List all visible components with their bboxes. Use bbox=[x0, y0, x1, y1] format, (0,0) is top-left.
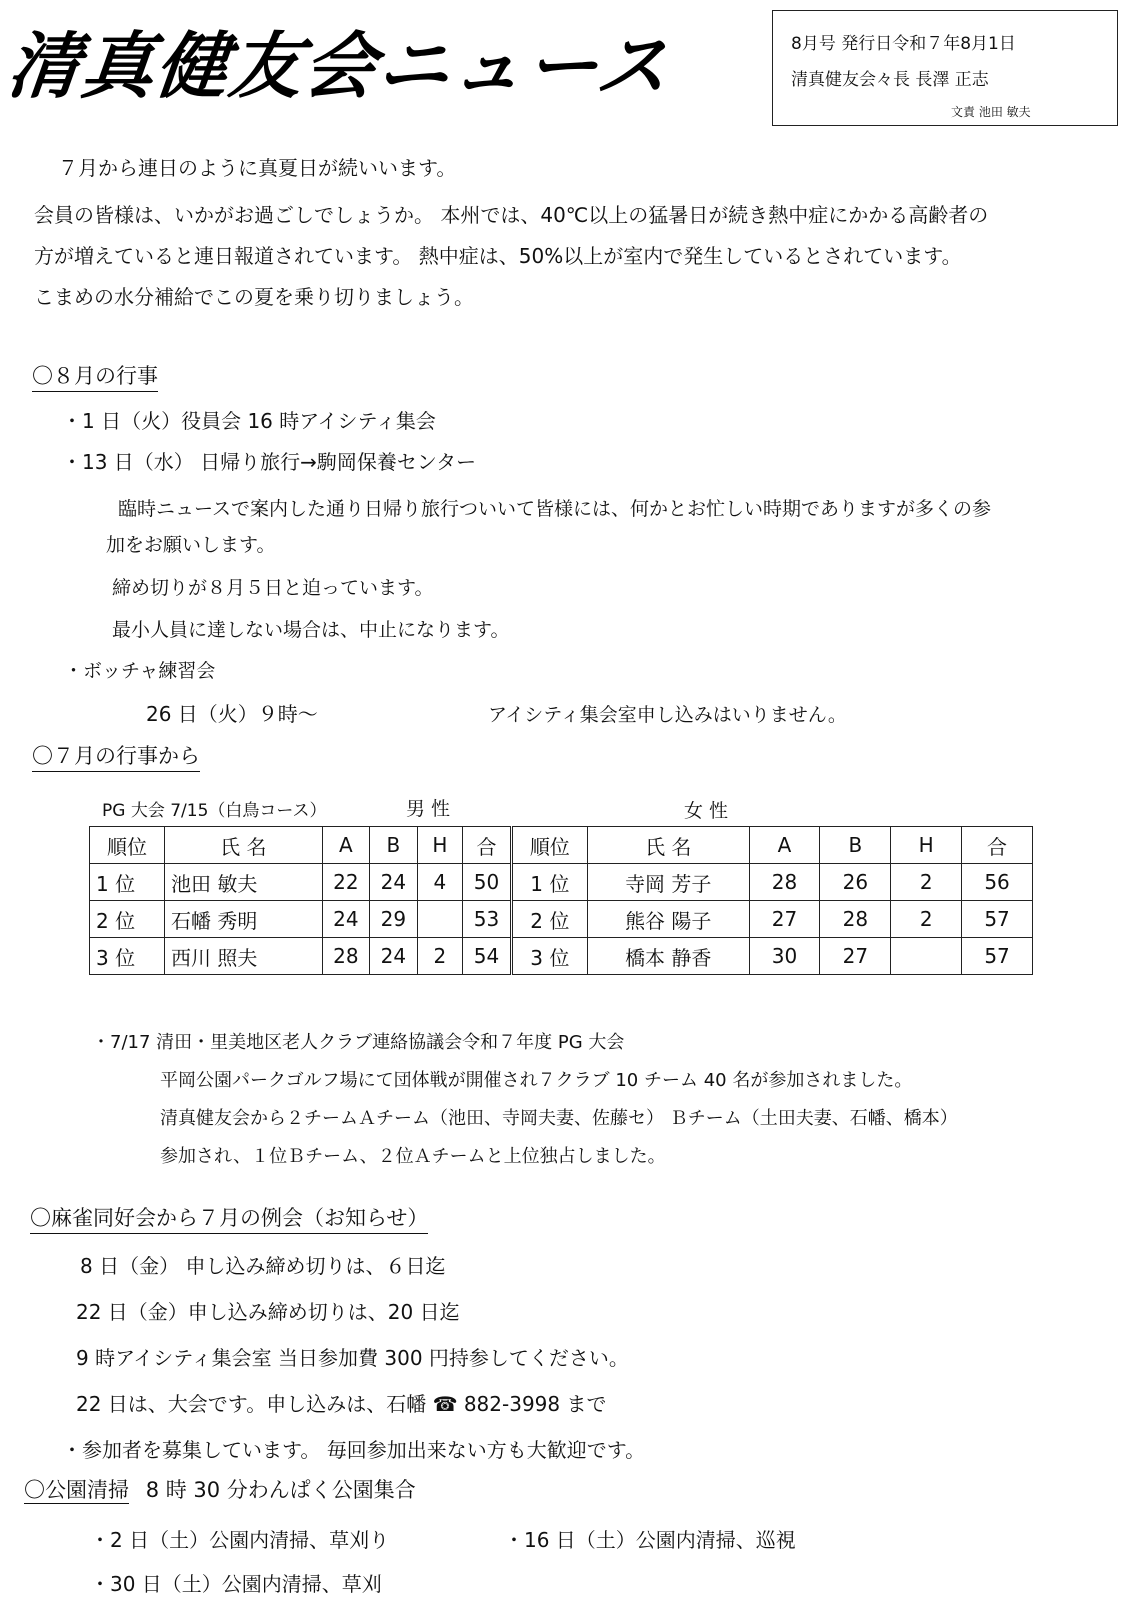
table-row bbox=[90, 938, 1033, 975]
women-total: 57 bbox=[962, 938, 1033, 975]
men-name: 西川 照夫 bbox=[165, 938, 323, 975]
chair-line: 清真健友会々長 長澤 正志 bbox=[791, 70, 989, 90]
col-a: A bbox=[749, 827, 820, 864]
aug-item-3-date: 26 日（火）９時～ bbox=[146, 702, 318, 726]
women-b: 28 bbox=[820, 901, 891, 938]
women-rank: 2 位 bbox=[511, 901, 587, 938]
table-row bbox=[90, 901, 1033, 938]
men-a: 28 bbox=[322, 938, 370, 975]
women-b: 27 bbox=[820, 938, 891, 975]
mahjong-line-4: 22 日は、大会です。申し込みは、石幡 ☎ 882-3998 まで bbox=[76, 1392, 607, 1416]
intro-line-4: こまめの水分補給でこの夏を乗り切りましょう。 bbox=[34, 285, 474, 309]
col-a: A bbox=[322, 827, 370, 864]
table-header-row bbox=[90, 827, 1033, 864]
men-name: 池田 敏夫 bbox=[165, 864, 323, 901]
mahjong-line-2: 22 日（金）申し込み締め切りは、20 日迄 bbox=[76, 1300, 460, 1324]
women-name: 熊谷 陽子 bbox=[587, 901, 749, 938]
women-label: 女 性 bbox=[684, 800, 729, 822]
aug-item-1: ・1 日（火）役員会 16 時アイシティ集会 bbox=[62, 409, 436, 433]
aug-item-3: ・ボッチャ練習会 bbox=[64, 660, 216, 682]
pg2-line-1: ・7/17 清田・里美地区老人クラブ連絡協議会令和７年度 PG 大会 bbox=[92, 1032, 625, 1053]
aug-item-3-note: アイシティ集会室申し込みはいりません。 bbox=[488, 704, 847, 726]
pg-results-table bbox=[89, 826, 1033, 975]
men-rank: 3 位 bbox=[90, 938, 165, 975]
col-name: 氏 名 bbox=[165, 827, 323, 864]
women-total: 56 bbox=[962, 864, 1033, 901]
park-heading-rest: 8 時 30 分わんぱく公園集合 bbox=[145, 1478, 416, 1502]
men-total: 53 bbox=[463, 901, 512, 938]
col-h: H bbox=[891, 827, 962, 864]
col-total: 合 bbox=[463, 827, 512, 864]
issue-info-box bbox=[772, 10, 1118, 126]
women-a: 28 bbox=[749, 864, 820, 901]
mahjong-line-3: 9 時アイシティ集会室 当日参加費 300 円持参してください。 bbox=[76, 1346, 629, 1370]
intro-line-2: 会員の皆様は、いかがお過ごしでしょうか。 本州では、40℃以上の猛暑日が続き熱中症にかかる高齢者の bbox=[34, 203, 989, 227]
men-rank: 1 位 bbox=[90, 864, 165, 901]
men-b: 29 bbox=[370, 901, 418, 938]
pg2-line-3: 清真健友会から２チームＡチーム（池田、寺岡夫妻、佐藤セ） Ｂチーム（土田夫妻、石幡、橋本） bbox=[160, 1108, 958, 1129]
women-a: 30 bbox=[749, 938, 820, 975]
men-total: 50 bbox=[463, 864, 512, 901]
women-name: 橋本 静香 bbox=[587, 938, 749, 975]
men-a: 22 bbox=[322, 864, 370, 901]
aug-item-2-body-2: 加をお願いします。 bbox=[106, 534, 276, 556]
women-h: 2 bbox=[891, 901, 962, 938]
mahjong-line-5: ・参加者を募集しています。 毎回参加出来ない方も大歓迎です。 bbox=[62, 1438, 646, 1462]
women-rank: 3 位 bbox=[511, 938, 587, 975]
women-h bbox=[891, 938, 962, 975]
men-b: 24 bbox=[370, 864, 418, 901]
women-b: 26 bbox=[820, 864, 891, 901]
mahjong-line-1: 8 日（金） 申し込み締め切りは、６日迄 bbox=[80, 1254, 446, 1278]
col-rank: 順位 bbox=[90, 827, 165, 864]
col-name: 氏 名 bbox=[587, 827, 749, 864]
park-heading-row bbox=[24, 1474, 416, 1504]
col-b: B bbox=[370, 827, 418, 864]
women-a: 27 bbox=[749, 901, 820, 938]
col-rank: 順位 bbox=[511, 827, 587, 864]
intro-line-1: ７月から連日のように真夏日が続いいます。 bbox=[58, 156, 457, 180]
mahjong-heading: 〇麻雀同好会から７月の例会（お知らせ） bbox=[30, 1202, 428, 1234]
col-h: H bbox=[417, 827, 462, 864]
table-row bbox=[90, 864, 1033, 901]
masthead-title: 清真健友会ニュース bbox=[3, 24, 675, 108]
men-name: 石幡 秀明 bbox=[165, 901, 323, 938]
men-h: 4 bbox=[417, 864, 462, 901]
editor-line: 文責 池田 敏夫 bbox=[951, 105, 1031, 119]
pg2-line-4: 参加され、１位Ｂチーム、２位Ａチームと上位独占しました。 bbox=[160, 1146, 666, 1167]
col-total: 合 bbox=[962, 827, 1033, 864]
men-label: 男 性 bbox=[406, 798, 451, 820]
park-item-2: ・16 日（土）公園内清掃、巡視 bbox=[504, 1528, 796, 1552]
men-h: 2 bbox=[417, 938, 462, 975]
issue-line: 8月号 発行日令和７年8月1日 bbox=[791, 34, 1016, 54]
aug-item-2-body-1: 臨時ニュースで案内した通り日帰り旅行ついいて皆様には、何かとお忙しい時期でありますが多くの参 bbox=[118, 498, 992, 520]
women-total: 57 bbox=[962, 901, 1033, 938]
intro-line-3: 方が増えていると連日報道されています。 熱中症は、50%以上が室内で発生しているとされています。 bbox=[34, 244, 962, 268]
park-heading: 〇公園清掃 bbox=[24, 1478, 129, 1502]
park-item-3: ・30 日（土）公園内清掃、草刈 bbox=[90, 1572, 382, 1596]
aug-events-heading: 〇８月の行事 bbox=[32, 360, 158, 392]
aug-item-2-body-3: 締め切りが８月５日と迫っています。 bbox=[112, 577, 434, 599]
men-a: 24 bbox=[322, 901, 370, 938]
july-events-heading: 〇７月の行事から bbox=[32, 740, 200, 772]
women-h: 2 bbox=[891, 864, 962, 901]
women-rank: 1 位 bbox=[511, 864, 587, 901]
men-total: 54 bbox=[463, 938, 512, 975]
women-name: 寺岡 芳子 bbox=[587, 864, 749, 901]
pg-title: PG 大会 7/15（白鳥コース） bbox=[102, 801, 327, 821]
men-b: 24 bbox=[370, 938, 418, 975]
men-h bbox=[417, 901, 462, 938]
men-rank: 2 位 bbox=[90, 901, 165, 938]
aug-item-2: ・13 日（水） 日帰り旅行→駒岡保養センター bbox=[62, 450, 477, 474]
aug-item-2-body-4: 最小人員に達しない場合は、中止になります。 bbox=[112, 619, 510, 641]
park-item-1: ・2 日（土）公園内清掃、草刈り bbox=[90, 1528, 390, 1552]
col-b: B bbox=[820, 827, 891, 864]
pg2-line-2: 平岡公園パークゴルフ場にて団体戦が開催され７クラブ 10 チーム 40 名が参加されました。 bbox=[160, 1070, 913, 1091]
